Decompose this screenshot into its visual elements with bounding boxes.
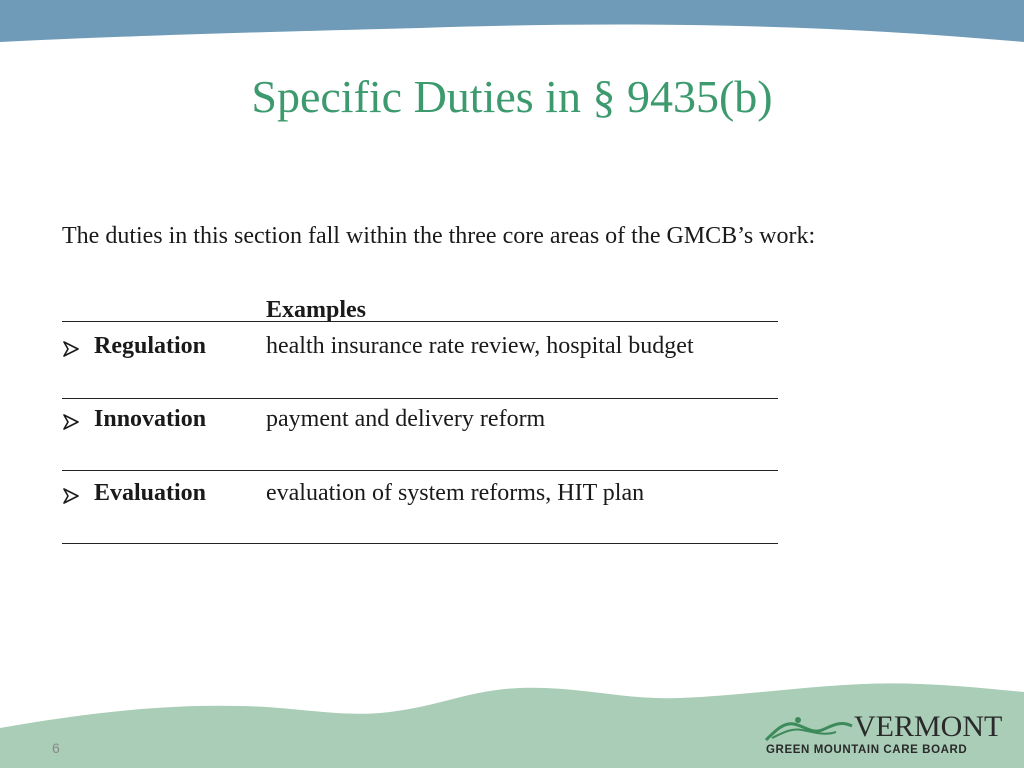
item-example: evaluation of system reforms, HIT plan <box>266 480 645 506</box>
row-divider <box>62 398 778 399</box>
item-example: payment and delivery reform <box>266 406 546 432</box>
mountain-logo-icon <box>762 712 856 742</box>
arrow-bullet-icon <box>62 488 80 504</box>
item-label: Innovation <box>94 406 207 432</box>
logo-subtitle: GREEN MOUNTAIN CARE BOARD <box>766 744 968 756</box>
item-label: Evaluation <box>94 480 207 506</box>
row-divider <box>62 470 778 471</box>
top-banner <box>0 0 1024 60</box>
item-example: health insurance rate review, hospital budget <box>266 333 694 359</box>
slide-title: Specific Duties in § 9435(b) <box>251 71 773 122</box>
intro-text: The duties in this section fall within the three core areas of the GMCB’s work: <box>62 223 816 249</box>
header-rule <box>62 321 778 322</box>
examples-column-header: Examples <box>266 297 367 323</box>
logo-brand: VERMONT <box>854 710 1003 743</box>
list-item-innovation <box>62 406 782 436</box>
item-label: Regulation <box>94 333 207 359</box>
list-item-regulation <box>62 333 782 363</box>
gmcb-logo <box>762 710 1008 762</box>
list-item-evaluation <box>62 480 782 510</box>
arrow-bullet-icon <box>62 341 80 357</box>
row-divider <box>62 543 778 544</box>
page-number: 6 <box>52 740 60 756</box>
arrow-bullet-icon <box>62 414 80 430</box>
